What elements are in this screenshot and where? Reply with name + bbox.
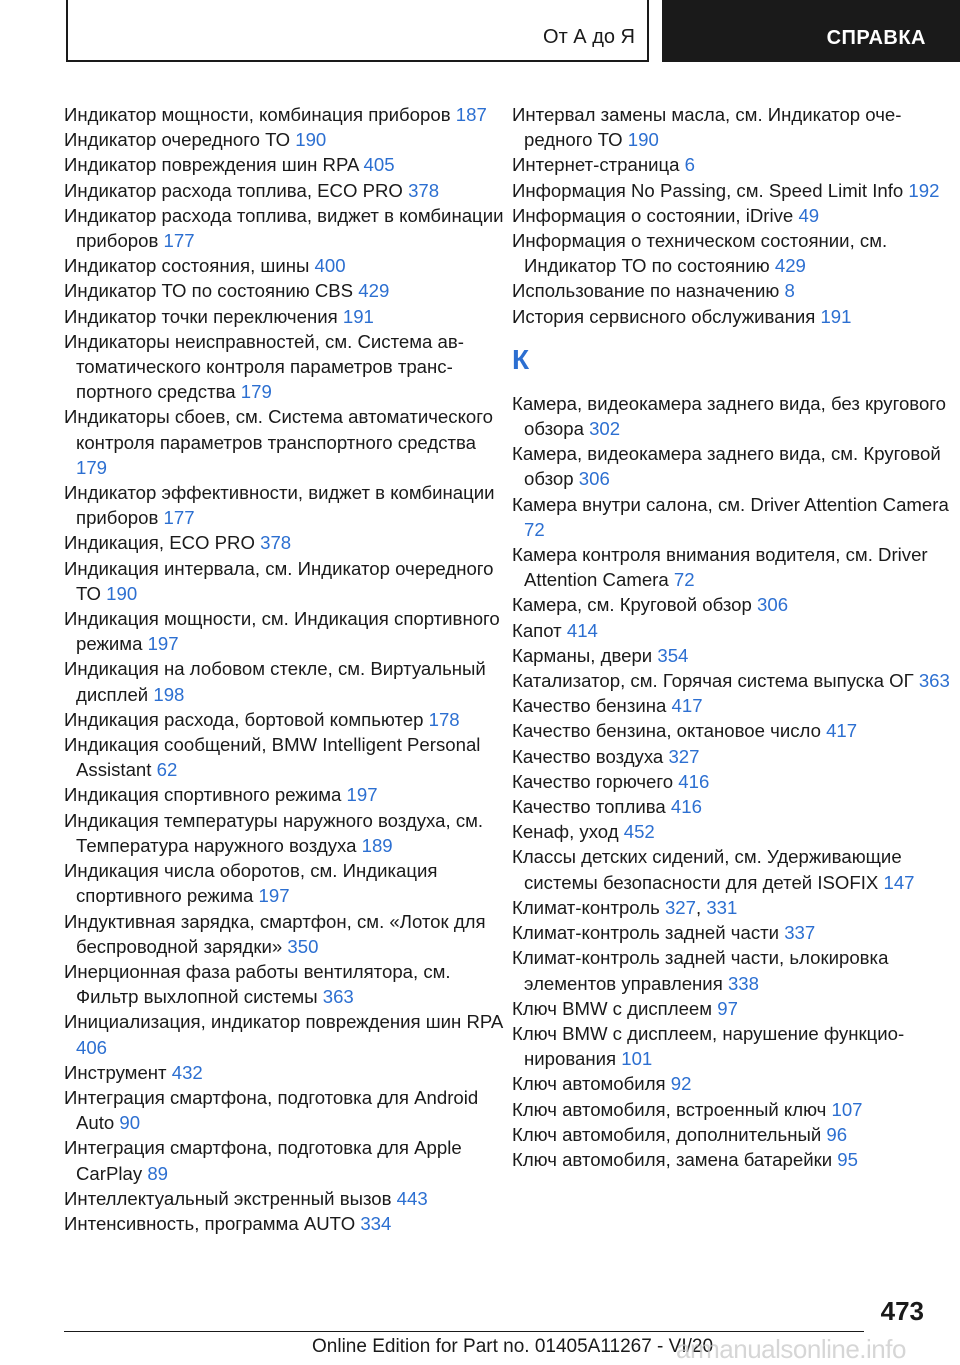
entry-text: Индикаторы сбоев, см. Система автоматического контроля параметров транспортного средства bbox=[64, 406, 493, 453]
index-entry bbox=[512, 1021, 952, 1071]
index-column-left bbox=[64, 102, 504, 1236]
page-link[interactable]: 197 bbox=[346, 784, 378, 806]
page-link[interactable]: 417 bbox=[826, 720, 858, 742]
footer-divider bbox=[64, 1331, 864, 1332]
index-entry bbox=[512, 304, 952, 329]
entry-text: Качество бензина bbox=[512, 695, 667, 717]
page-link[interactable]: 363 bbox=[322, 986, 354, 1008]
entry-text: История сервисного обслуживания bbox=[512, 305, 816, 327]
index-entry bbox=[512, 819, 952, 844]
index-entry: Климат-контроль 327, 331 bbox=[512, 896, 738, 918]
page-link[interactable]: 197 bbox=[147, 633, 179, 655]
entry-text: Индикация, ECO PRO bbox=[64, 532, 255, 554]
entry-text: Ключ автомобиля, встроенный ключ bbox=[512, 1098, 827, 1120]
page-link[interactable]: 197 bbox=[258, 885, 290, 907]
index-entry bbox=[64, 556, 504, 606]
page-link[interactable]: 92 bbox=[670, 1073, 692, 1095]
index-entry bbox=[64, 404, 504, 480]
entry-text: Ключ автомобиля, замена батарейки bbox=[512, 1148, 833, 1170]
entry-text: Камера контроля внимания водителя, см. Driver Attention Camera bbox=[512, 544, 928, 591]
entry-text: Интервал замены масла, см. Индикатор очередного ТО bbox=[512, 104, 902, 151]
entry-text: Ключ автомобиля bbox=[512, 1073, 666, 1095]
entry-text: Индикатор ТО по состоянию CBS bbox=[64, 280, 354, 302]
entry-text: Классы детских сидений, см. Удерживающие системы безопасности для детей ISOFIX bbox=[512, 846, 902, 893]
page-link[interactable]: 72 bbox=[524, 518, 545, 540]
page-link[interactable]: 97 bbox=[717, 997, 738, 1019]
entry-text: Индикатор точки переключения bbox=[64, 305, 338, 327]
entry-text: Камера, см. Круговой обзор bbox=[512, 594, 752, 616]
entry-text: Индикация спортивного режима bbox=[64, 784, 342, 806]
index-entry bbox=[64, 152, 504, 177]
edition-note: Online Edition for Part no. 01405A11267 - VI/20 bbox=[312, 1336, 714, 1357]
page-link[interactable]: 72 bbox=[673, 569, 695, 591]
index-entry bbox=[64, 1186, 504, 1211]
index-entry bbox=[64, 203, 504, 253]
index-entry bbox=[64, 707, 504, 732]
page-link[interactable]: 350 bbox=[287, 935, 319, 957]
entry-text: Использование по назначению bbox=[512, 280, 780, 302]
entry-text: Индикация температуры наружного воздуха, см. Температура наружного воздуха bbox=[64, 809, 484, 856]
index-entry bbox=[64, 480, 504, 530]
page-link[interactable]: 414 bbox=[566, 619, 598, 641]
index-entry bbox=[512, 178, 952, 203]
entry-text: Климат-контроль bbox=[512, 896, 660, 918]
entry-text: Индикация расхода, бортовой компьютер bbox=[64, 708, 424, 730]
index-entry bbox=[64, 782, 504, 807]
entry-text: Индикаторы неисправностей, см. Система автоматического контроля параметров транспортного средства bbox=[64, 330, 464, 403]
section-letter: К bbox=[512, 343, 530, 375]
index-entry bbox=[512, 920, 952, 945]
index-entry bbox=[512, 618, 952, 643]
page-link[interactable]: 191 bbox=[820, 305, 852, 327]
page-link[interactable]: 96 bbox=[826, 1123, 848, 1145]
page-link[interactable]: 189 bbox=[361, 834, 393, 856]
page-link[interactable]: 147 bbox=[883, 871, 915, 893]
page-link[interactable]: 62 bbox=[156, 759, 178, 781]
page-link[interactable]: 107 bbox=[831, 1098, 863, 1120]
page-link[interactable]: 416 bbox=[670, 796, 702, 818]
page-link[interactable]: 190 bbox=[106, 582, 138, 604]
index-entry bbox=[64, 858, 504, 908]
index-entry bbox=[512, 794, 952, 819]
entry-text: Индикатор повреждения шин RPA bbox=[64, 154, 359, 176]
entry-text: Ключ BMW с дисплеем bbox=[512, 997, 713, 1019]
index-entry bbox=[512, 693, 952, 718]
index-entry bbox=[512, 441, 952, 491]
page-link[interactable]: 334 bbox=[360, 1212, 392, 1234]
entry-text: Индикация сообщений, BMW Intelligent Personal Assistant bbox=[64, 734, 481, 781]
page-link[interactable]: 337 bbox=[784, 922, 816, 944]
entry-text: Индикация мощности, см. Индикация спортивного режима bbox=[64, 608, 500, 655]
index-entry bbox=[64, 732, 504, 782]
page-link[interactable]: 179 bbox=[76, 456, 108, 478]
entry-text: Индикация на лобовом стекле, см. Виртуальный дисплей bbox=[64, 658, 486, 705]
entry-text: Ключ автомобиля, дополнительный bbox=[512, 1123, 822, 1145]
page-link[interactable]: 198 bbox=[153, 683, 185, 705]
page-link[interactable]: 8 bbox=[784, 280, 795, 302]
entry-text: Индикатор очередного ТО bbox=[64, 129, 291, 151]
page-link[interactable]: 338 bbox=[727, 972, 759, 994]
page-link[interactable]: 177 bbox=[163, 507, 195, 529]
index-entry bbox=[64, 102, 504, 127]
index-entry bbox=[512, 592, 952, 617]
index-entry bbox=[64, 1009, 504, 1059]
page-link[interactable]: 363 bbox=[918, 670, 950, 692]
entry-text: Инструмент bbox=[64, 1061, 167, 1083]
index-entry bbox=[64, 959, 504, 1009]
page-link[interactable]: 354 bbox=[657, 644, 689, 666]
page-link[interactable]: 432 bbox=[171, 1061, 203, 1083]
index-entry bbox=[64, 1060, 504, 1085]
index-entry bbox=[64, 1211, 504, 1236]
index-entry bbox=[512, 152, 952, 177]
entry-text: Индикатор расхода топлива, ECO PRO bbox=[64, 179, 403, 201]
page-link[interactable]: 90 bbox=[119, 1112, 141, 1134]
index-entry bbox=[512, 278, 952, 303]
page-link[interactable]: 190 bbox=[295, 129, 327, 151]
section-tab-label: От А до Я bbox=[543, 26, 635, 48]
entry-text: Информация о техническом состоянии, см. Индикатор ТО по состоянию bbox=[512, 230, 888, 277]
index-entry bbox=[64, 178, 504, 203]
index-entry bbox=[512, 228, 952, 278]
page-link[interactable]: 49 bbox=[798, 204, 820, 226]
index-entry bbox=[512, 542, 952, 592]
entry-text: Индикатор состояния, шины bbox=[64, 255, 310, 277]
index-entry bbox=[512, 718, 952, 743]
page-link[interactable]: 417 bbox=[671, 695, 703, 717]
page-link[interactable]: 6 bbox=[684, 154, 695, 176]
index-entry bbox=[64, 127, 504, 152]
entry-text: Кенаф, уход bbox=[512, 821, 619, 843]
entry-text: Климат-контроль задней части, ьлокировка элементов управления bbox=[512, 947, 889, 994]
index-entry bbox=[512, 1147, 952, 1172]
entry-text: Качество горючего bbox=[512, 770, 674, 792]
index-entry bbox=[64, 1135, 504, 1185]
entry-text: Карманы, двери bbox=[512, 644, 653, 666]
page-link[interactable]: 306 bbox=[578, 468, 610, 490]
page-link[interactable]: 443 bbox=[396, 1187, 428, 1209]
index-entry bbox=[64, 656, 504, 706]
entry-text: Индикатор мощности, комбинация приборов bbox=[64, 104, 451, 125]
page-link[interactable]: 187 bbox=[455, 104, 487, 125]
entry-text: Камера внутри салона, см. Driver Attention Camera bbox=[512, 493, 949, 515]
page-link[interactable]: 95 bbox=[837, 1148, 858, 1170]
help-tab-label: СПРАВКА bbox=[826, 27, 926, 49]
index-entry bbox=[512, 996, 952, 1021]
entry-text: Камера, видеокамера заднего вида, без кругового обзора bbox=[512, 392, 947, 440]
page-header bbox=[66, 0, 960, 64]
entry-text: Ключ BMW с дисплеем, нарушение функционирования bbox=[512, 1022, 905, 1070]
entry-text: Качество воздуха bbox=[512, 745, 664, 767]
index-entry bbox=[64, 253, 504, 278]
entry-text: Интеграция смартфона, подготовка для Android Auto bbox=[64, 1086, 479, 1134]
page-link[interactable]: 327 bbox=[664, 896, 696, 918]
entry-text: Интеллектуальный экстренный вызов bbox=[64, 1187, 392, 1209]
page-link[interactable]: 327 bbox=[668, 745, 700, 767]
entry-text: Индикация числа оборотов, см. Индикация спортивного режима bbox=[64, 860, 438, 907]
index-entry bbox=[512, 844, 952, 894]
page-link[interactable]: 178 bbox=[428, 708, 460, 730]
index-entry bbox=[512, 1071, 952, 1096]
index-entry bbox=[64, 278, 504, 303]
index-entry bbox=[512, 1097, 952, 1122]
page-link[interactable]: 429 bbox=[358, 280, 390, 302]
page-link[interactable]: 101 bbox=[621, 1048, 653, 1070]
index-entry bbox=[512, 945, 952, 995]
page-link[interactable]: 191 bbox=[342, 305, 374, 327]
entry-text: Индуктивная зарядка, смартфон, см. «Лоток для беспроводной зарядки» bbox=[64, 910, 486, 957]
index-entry bbox=[512, 1122, 952, 1147]
entry-text: Катализатор, см. Горячая система выпуска ОГ bbox=[512, 670, 914, 692]
index-entry bbox=[512, 769, 952, 794]
entry-text: Индикация интервала, см. Индикатор очередного ТО bbox=[64, 557, 494, 604]
index-entry bbox=[64, 909, 504, 959]
entry-text: Интенсивность, программа AUTO bbox=[64, 1212, 356, 1234]
page-link[interactable]: 452 bbox=[623, 821, 655, 843]
index-entry bbox=[512, 744, 952, 769]
entry-text: Инициализация, индикатор повреждения шин RPA bbox=[64, 1011, 503, 1033]
page-link[interactable]: 429 bbox=[774, 255, 806, 277]
index-entry bbox=[64, 1085, 504, 1135]
page-link[interactable]: 400 bbox=[314, 255, 346, 277]
index-column-right bbox=[512, 102, 952, 1172]
entry-text: Индикатор эффективности, виджет в комбинации приборов bbox=[64, 482, 495, 529]
index-entry bbox=[512, 668, 952, 693]
page-link[interactable]: 177 bbox=[163, 230, 195, 252]
entry-text: Инерционная фаза работы вентилятора, см. Фильтр выхлопной системы bbox=[64, 960, 451, 1008]
entry-text: Качество топлива bbox=[512, 796, 666, 818]
page-link[interactable]: 306 bbox=[757, 594, 789, 616]
page-number: 473 bbox=[880, 1296, 924, 1326]
index-entry bbox=[512, 102, 952, 152]
index-entry bbox=[512, 391, 952, 441]
page-link[interactable]: 89 bbox=[147, 1162, 168, 1184]
page-link[interactable]: 405 bbox=[363, 154, 395, 176]
index-entry bbox=[64, 808, 504, 858]
index-entry bbox=[64, 329, 504, 405]
watermark: armanualsonline.info bbox=[676, 1334, 906, 1364]
index-entry bbox=[512, 643, 952, 668]
index-entry bbox=[64, 304, 504, 329]
page-link[interactable]: 416 bbox=[678, 770, 710, 792]
page-link[interactable]: 302 bbox=[589, 418, 621, 440]
page-link[interactable]: 331 bbox=[706, 896, 738, 918]
page-link[interactable]: 190 bbox=[627, 129, 659, 151]
help-tab[interactable] bbox=[662, 0, 960, 62]
index-entry bbox=[64, 530, 504, 555]
entry-text: Климат-контроль задней части bbox=[512, 922, 780, 944]
entry-text: Качество бензина, октановое число bbox=[512, 720, 821, 742]
section-tab[interactable] bbox=[66, 0, 649, 62]
entry-text: Информация No Passing, см. Speed Limit Info bbox=[512, 179, 904, 201]
page-link[interactable]: 179 bbox=[240, 381, 272, 403]
entry-text: Камера, видеокамера заднего вида, см. Круговой обзор bbox=[512, 443, 941, 490]
page-link[interactable]: 192 bbox=[908, 179, 940, 201]
entry-text: Интернет-страница bbox=[512, 154, 680, 176]
entry-text: Капот bbox=[512, 619, 562, 641]
page-link[interactable]: 406 bbox=[76, 1036, 108, 1058]
index-entry bbox=[512, 203, 952, 228]
index-entry bbox=[512, 492, 952, 542]
index-entry bbox=[64, 606, 504, 656]
entry-text: Информация о состоянии, iDrive bbox=[512, 204, 794, 226]
entry-text: Индикатор расхода топлива, виджет в комбинации приборов bbox=[64, 204, 504, 252]
page-link[interactable]: 378 bbox=[408, 179, 440, 201]
entry-text: Интеграция смартфона, подготовка для Apple CarPlay bbox=[64, 1137, 462, 1184]
page-link[interactable]: 378 bbox=[260, 532, 292, 554]
